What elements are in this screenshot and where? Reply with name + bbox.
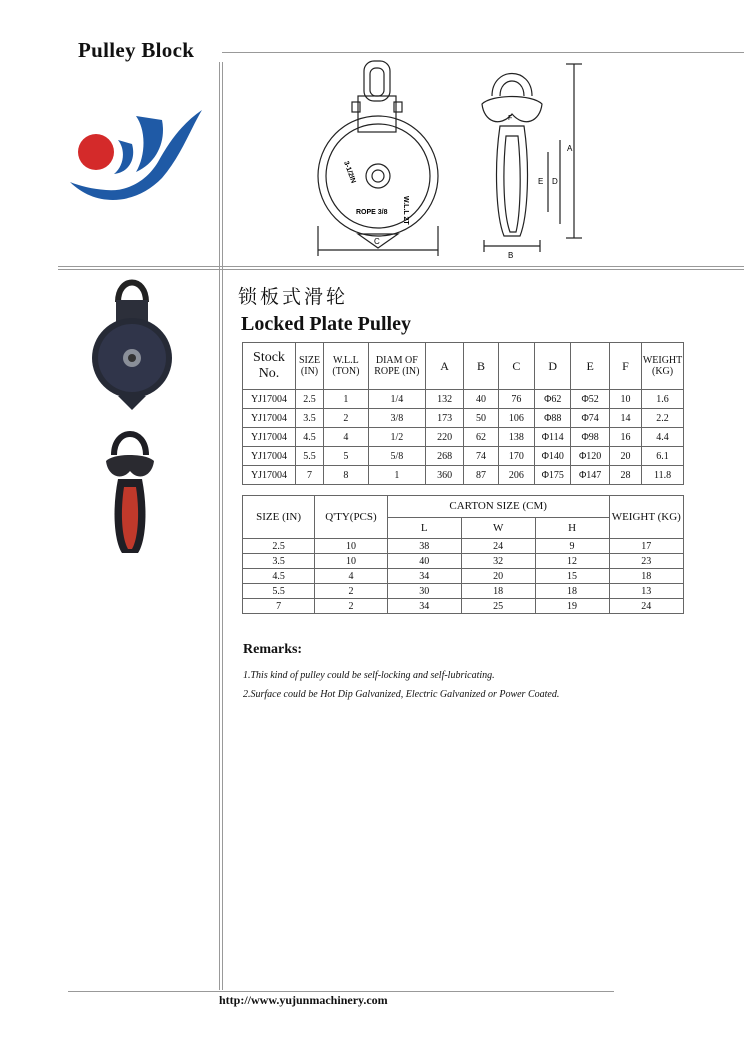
cell: 34 xyxy=(387,599,461,614)
product-title-cn: 锁板式滑轮 xyxy=(238,286,349,308)
logo-blue-swoosh-3 xyxy=(114,140,133,174)
table-row xyxy=(243,539,684,554)
logo-red-circle xyxy=(78,134,114,170)
pulley-photo-black xyxy=(88,272,173,420)
col-stock: Stock No. xyxy=(243,343,296,390)
cell: 1/2 xyxy=(368,428,425,447)
cell: 10 xyxy=(315,539,388,554)
col-size: SIZE (IN) xyxy=(296,343,324,390)
col-carton-size-in: SIZE (IN) xyxy=(243,496,315,539)
spec-table xyxy=(242,342,684,485)
drawing-label-b: B xyxy=(508,251,514,260)
pulley-front-drawing xyxy=(300,56,460,261)
cell: 360 xyxy=(425,466,463,485)
col-carton-size: CARTON SIZE (CM) xyxy=(387,496,609,518)
cell: 173 xyxy=(425,409,463,428)
cell: 4 xyxy=(315,569,388,584)
remark-item-1: 1.This kind of pulley could be self-locking and self-lubricating. xyxy=(243,670,495,681)
cell: Φ175 xyxy=(535,466,571,485)
cell: 9 xyxy=(535,539,609,554)
cell: Φ114 xyxy=(535,428,571,447)
cell: YJ17004 xyxy=(243,390,296,409)
drawing-label-c: C xyxy=(374,237,380,246)
cell: 74 xyxy=(464,447,498,466)
cell: Φ140 xyxy=(535,447,571,466)
cell: 20 xyxy=(461,569,535,584)
cell: Φ52 xyxy=(571,390,609,409)
cell: 40 xyxy=(387,554,461,569)
col-d: D xyxy=(535,343,571,390)
remarks-title: Remarks: xyxy=(243,642,303,657)
col-diam: DIAM OF ROPE (IN) xyxy=(368,343,425,390)
table-row xyxy=(243,554,684,569)
table-row xyxy=(243,428,684,447)
cell: 4.4 xyxy=(642,428,684,447)
col-wll: W.L.L (TON) xyxy=(324,343,369,390)
cell: 106 xyxy=(498,409,534,428)
cell: YJ17004 xyxy=(243,409,296,428)
cell: 23 xyxy=(609,554,683,569)
cell: 2 xyxy=(315,584,388,599)
col-c: C xyxy=(498,343,534,390)
section-rule-inner xyxy=(58,269,744,270)
plate-text-size: 3-1/2IN xyxy=(342,160,357,185)
footer-rule xyxy=(68,991,614,992)
pulley-side-drawing xyxy=(470,56,590,266)
cell: 10 xyxy=(315,554,388,569)
cell: 206 xyxy=(498,466,534,485)
cell: 17 xyxy=(609,539,683,554)
cell: 24 xyxy=(609,599,683,614)
cell: 14 xyxy=(609,409,641,428)
cell: 19 xyxy=(535,599,609,614)
cell: 20 xyxy=(609,447,641,466)
cell: 1 xyxy=(324,390,369,409)
cell: Φ62 xyxy=(535,390,571,409)
cell: 12 xyxy=(535,554,609,569)
cell: 13 xyxy=(609,584,683,599)
cell: 18 xyxy=(535,584,609,599)
cell: 268 xyxy=(425,447,463,466)
spec-table-header-row xyxy=(243,343,684,390)
cell: 2.5 xyxy=(243,539,315,554)
cell: 38 xyxy=(387,539,461,554)
col-qty: Q'TY(PCS) xyxy=(315,496,388,539)
cell: 220 xyxy=(425,428,463,447)
cell: 87 xyxy=(464,466,498,485)
cell: 5.5 xyxy=(243,584,315,599)
col-b: B xyxy=(464,343,498,390)
col-e: E xyxy=(571,343,609,390)
drawing-label-d: D xyxy=(552,177,558,186)
col-h: H xyxy=(535,517,609,539)
cell: 138 xyxy=(498,428,534,447)
cell: 132 xyxy=(425,390,463,409)
cell: Φ74 xyxy=(571,409,609,428)
product-title-en: Locked Plate Pulley xyxy=(241,313,411,335)
cell: 1.6 xyxy=(642,390,684,409)
cell: 34 xyxy=(387,569,461,584)
cell: 7 xyxy=(296,466,324,485)
cell: 2 xyxy=(324,409,369,428)
cell: 7 xyxy=(243,599,315,614)
plate-text-wll: W.L.L 2T xyxy=(402,196,409,225)
cell: 1 xyxy=(368,466,425,485)
col-w: W xyxy=(461,517,535,539)
cell: 40 xyxy=(464,390,498,409)
cell: 1/4 xyxy=(368,390,425,409)
carton-table xyxy=(242,495,684,614)
table-row xyxy=(243,447,684,466)
header-rule xyxy=(222,52,744,53)
company-logo xyxy=(66,100,206,225)
cell: 32 xyxy=(461,554,535,569)
cell: 5.5 xyxy=(296,447,324,466)
table-row xyxy=(243,390,684,409)
cell: 2 xyxy=(315,599,388,614)
cell: 25 xyxy=(461,599,535,614)
cell: 62 xyxy=(464,428,498,447)
table-row xyxy=(243,409,684,428)
cell: 50 xyxy=(464,409,498,428)
cell: 30 xyxy=(387,584,461,599)
cell: Φ147 xyxy=(571,466,609,485)
cell: YJ17004 xyxy=(243,466,296,485)
cell: 2.2 xyxy=(642,409,684,428)
cell: 28 xyxy=(609,466,641,485)
col-carton-weight: WEIGHT (KG) xyxy=(609,496,683,539)
section-rule xyxy=(58,266,744,267)
remark-item-2: 2.Surface could be Hot Dip Galvanized, Electric Galvanized or Power Coated. xyxy=(243,689,560,700)
cell: 5 xyxy=(324,447,369,466)
table-row xyxy=(243,584,684,599)
page-title: Pulley Block xyxy=(78,38,195,62)
cell: 3.5 xyxy=(243,554,315,569)
plate-text-rope: ROPE 3/8 xyxy=(356,209,388,216)
cell: 4 xyxy=(324,428,369,447)
cell: 11.8 xyxy=(642,466,684,485)
col-a: A xyxy=(425,343,463,390)
cell: 8 xyxy=(324,466,369,485)
footer-url-link[interactable]: http://www.yujunmachinery.com xyxy=(219,993,388,1007)
cell: 2.5 xyxy=(296,390,324,409)
cell: 3.5 xyxy=(296,409,324,428)
cell: 5/8 xyxy=(368,447,425,466)
cell: YJ17004 xyxy=(243,428,296,447)
cell: 18 xyxy=(461,584,535,599)
table-row xyxy=(243,569,684,584)
table-row xyxy=(243,599,684,614)
cell: Φ98 xyxy=(571,428,609,447)
cell: Φ120 xyxy=(571,447,609,466)
col-l: L xyxy=(387,517,461,539)
cell: YJ17004 xyxy=(243,447,296,466)
cell: 10 xyxy=(609,390,641,409)
cell: 4.5 xyxy=(296,428,324,447)
table-row xyxy=(243,466,684,485)
cell: 170 xyxy=(498,447,534,466)
cell: 16 xyxy=(609,428,641,447)
cell: Φ88 xyxy=(535,409,571,428)
carton-table-header-row xyxy=(243,496,684,518)
cell: 3/8 xyxy=(368,409,425,428)
cell: 76 xyxy=(498,390,534,409)
cell: 4.5 xyxy=(243,569,315,584)
column-divider xyxy=(219,62,220,990)
column-divider-inner xyxy=(222,62,223,990)
cell: 18 xyxy=(609,569,683,584)
drawing-label-a: A xyxy=(567,144,573,153)
cell: 24 xyxy=(461,539,535,554)
cell: 15 xyxy=(535,569,609,584)
col-f: F xyxy=(609,343,641,390)
drawing-label-f: F xyxy=(508,115,513,122)
pulley-photo-side xyxy=(100,425,164,560)
col-weight: WEIGHT (KG) xyxy=(642,343,684,390)
drawing-label-e: E xyxy=(538,177,544,186)
cell: 6.1 xyxy=(642,447,684,466)
